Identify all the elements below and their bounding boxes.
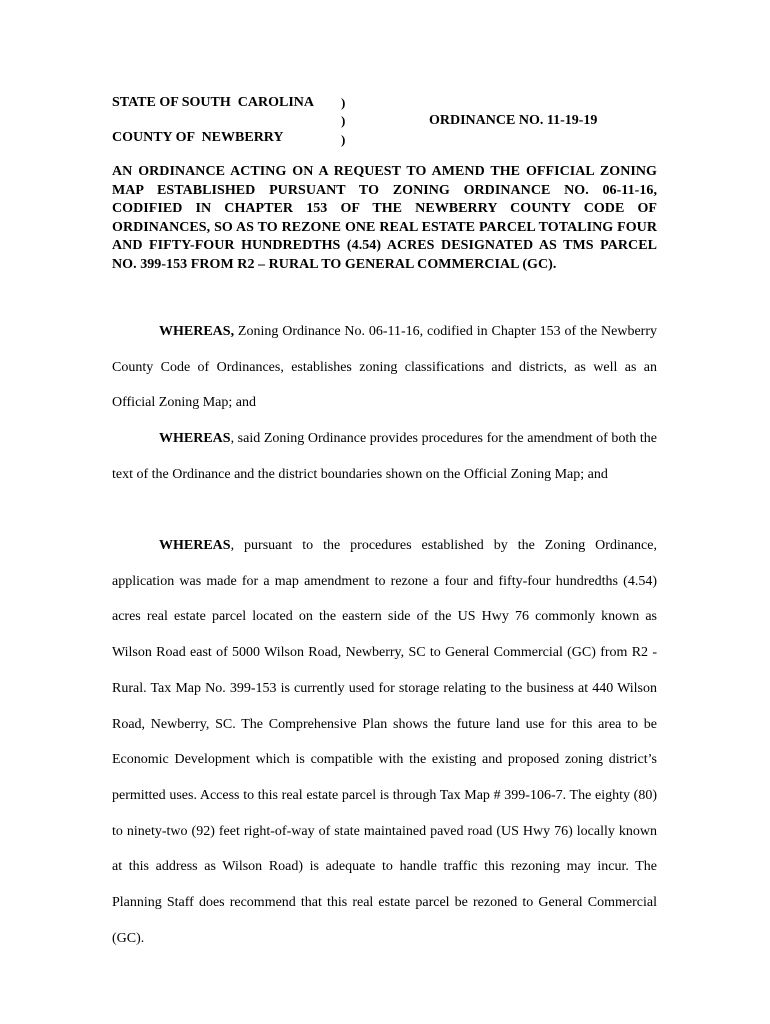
whereas-lead: WHEREAS	[159, 538, 231, 553]
paragraph-text: , said Zoning Ordinance provides procedures for the amendment of both the text of the Ordinance and the district boundaries shown on the Official Zoning Map; and	[112, 431, 657, 482]
ordinance-number: ORDINANCE NO. 11-19-19	[429, 113, 598, 128]
paragraph-text: , pursuant to the procedures established by the Zoning Ordinance, application was made for a map amendment to rezone a four and fifty-four hundredths (4.54) acres real estate parcel located on the eastern side of the US Hwy 76 commonly known as Wilson Road east of 5000 Wilson Road, Newberry, SC to General Commercial (GC) from R2 - Rural. Tax Map No. 399-153 is currently used for storage relating to the business at 440 Wilson Road, Newberry, SC. The Comprehensive Plan shows the future land use for this area to be Economic Development which is compatible with the existing and proposed zoning district’s permitted uses. Access to this real estate parcel is through Tax Map # 399-106-7. The eighty (80) to ninety-two (92) feet right-of-way of state maintained paved road (US Hwy 76) locally known at this address as Wilson Road) is adequate to handle traffic this rezoning may incur. The Planning Staff does recommend that this real estate parcel be rezoned to General Commercial (GC).	[112, 538, 657, 946]
state-caption: STATE OF SOUTH CAROLINA	[112, 95, 314, 110]
caption-paren-1: )	[341, 95, 346, 110]
county-caption: COUNTY OF NEWBERRY	[112, 130, 284, 145]
caption-paren-2: )	[341, 113, 346, 128]
whereas-paragraph-1	[112, 314, 657, 421]
caption-paren-3: )	[341, 132, 346, 147]
whereas-paragraph-2	[112, 421, 657, 492]
paragraph-text: Zoning Ordinance No. 06-11-16, codified in Chapter 153 of the Newberry County Code of Ordinances, establishes zoning classifications and districts, as well as an Official Zoning Map; and	[112, 324, 657, 411]
ordinance-title: AN ORDINANCE ACTING ON A REQUEST TO AMEND THE OFFICIAL ZONING MAP ESTABLISHED PURSUANT TO ZONING ORDINANCE NO. 06-11-16, CODIFIED IN CHAPTER 153 OF THE NEWBERRY COUNTY CODE OF ORDINANCES, SO AS TO REZONE ONE REAL ESTATE PARCEL TOTALING FOUR AND FIFTY-FOUR HUNDREDTHS (4.54) ACRES DESIGNATED AS TMS PARCEL NO. 399-153 FROM R2 – RURAL TO GENERAL COMMERCIAL (GC).	[112, 164, 657, 272]
whereas-paragraph-3	[112, 528, 657, 956]
whereas-lead: WHEREAS	[159, 431, 231, 446]
whereas-lead: WHEREAS,	[159, 324, 235, 339]
